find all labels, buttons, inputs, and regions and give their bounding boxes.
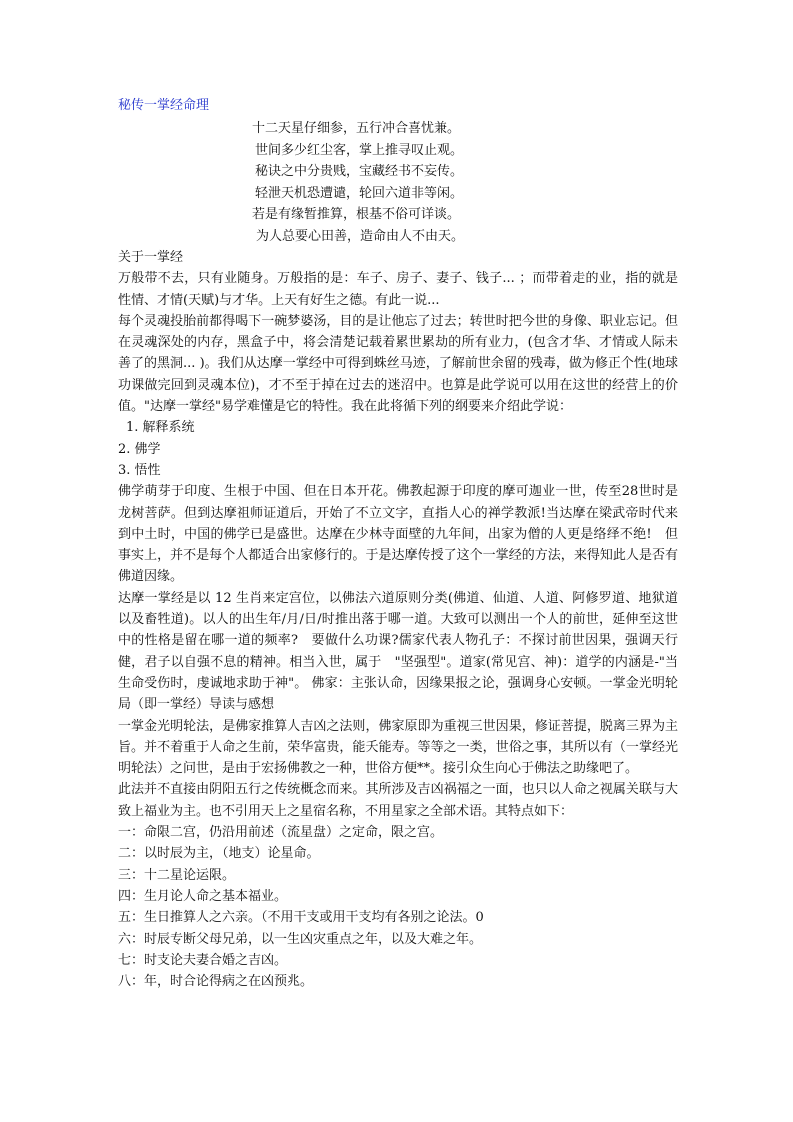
poem-line: 世间多少红尘客，掌上推寻叹止观。 (255, 142, 464, 158)
list-item: 七：时支论夫妻合婚之吉凶。 (118, 952, 288, 968)
paragraph: 万般带不去，只有业随身。万般指的是：车子、房子、妻子、钱子... ；而带着走的业，指的就是性情、才情(天赋)与才华。上天有好生之德。有此一说... (118, 271, 678, 308)
list-item: 一：命限二宫，仍沿用前述（流星盘）之定命，限之宫。 (118, 825, 444, 841)
list-item: 四：生月论人命之基本福业。 (118, 888, 288, 904)
section-heading: 关于一掌经 (118, 250, 184, 265)
list-item: 六：时辰专断父母兄弟，以一生凶灾重点之年，以及大难之年。 (118, 931, 483, 947)
list-item: 二：以时辰为主，（地支）论星命。 (118, 846, 320, 862)
poem-line: 秘诀之中分贵贱，宝藏经书不妄传。 (255, 164, 464, 179)
list-item: 2. 佛学 (118, 441, 161, 457)
paragraph: 此法并不直接由阴阳五行之传统概念而来。其所涉及吉凶祸福之一面，也只以人命之视属关联与大致上福业为主。也不引用天上之星宿名称，不用星家之全部术语。其特点如下： (118, 782, 678, 819)
poem-line: 十二天星仔细参，五行冲合喜忧兼。 (252, 121, 461, 136)
list-item: 五：生日推算人之六亲。（不用干支或用干支均有各别之论法。0 (118, 910, 484, 926)
paragraph: 佛学萌芽于印度、生根于中国、但在日本开花。佛教起源于印度的摩可迦业一世，传至28世时是龙树菩萨。但到达摩祖师证道后，开始了不立文字，直指人心的禅学教派!当达摩在梁武帝时代来到中土时，中国的佛学已是盛世。达摩在少林寺面壁的九年间，出家为僧的人更是络绎不绝! 但事实上，并不是每个人都适合出家修行的。于是达摩传授了这个一掌经的方法，来得知此人是否有佛道因缘。 (118, 484, 678, 585)
poem-line: 为人总要心田善，造命由人不由天。 (256, 228, 465, 244)
list-item: 三：十二星论运限。 (118, 867, 236, 883)
list-item: 1. 解释系统 (126, 420, 195, 436)
list-item: 3. 悟性 (118, 462, 161, 478)
poem-block (252, 118, 678, 247)
paragraph: 达摩一掌经是以 12 生肖来定宫位，以佛法六道原则分类(佛道、仙道、人道、阿修罗道、地狱道以及畜牲道)。以人的出生年/月/日/时推出落于哪一道。大致可以测出一个人的前世，延伸至这世中的性格是留在哪一道的频率? 要做什么功课?儒家代表人物孔子：不探讨前世因果，强调天行健，君子以自强不息的精神。相当入世，属于 "坚强型"。道家(常见宫、神)：道学的内涵是-"当生命受伤时，虔诚地求助于神"。 佛家：主张认命，因缘果报之论，强调身心安顿。一掌金光明轮局（即一掌经）导读与感想 (118, 590, 678, 713)
document-title: 秘传一掌经命理 (118, 98, 210, 113)
document-page (118, 96, 678, 992)
poem-line: 若是有缘暂推算，根基不俗可详谈。 (252, 207, 461, 222)
paragraph: 一掌金光明轮法，是佛家推算人吉凶之法则，佛家原即为重视三世因果，修证菩提，脱离三界为主旨。并不着重于人命之生前，荣华富贵，能夭能寿。等等之一类，世俗之事，其所以有（一掌经光明轮法）之问世，是由于宏扬佛教之一种，世俗方便**。接引众生向心于佛法之助缘吧了。 (118, 718, 678, 777)
paragraph: 每个灵魂投胎前都得喝下一碗梦婆汤，目的是让他忘了过去；转世时把今世的身像、职业忘记。但在灵魂深处的内存，黑盒子中，将会清楚记载着累世累劫的所有业力，(包含才华、才情或人际未善了的黑洞... )。我们从达摩一掌经中可得到蛛丝马迹，了解前世余留的残毒，做为修正个性(地球功课做完回到灵魂本位)，才不至于掉在过去的迷沼中。也算是此学说可以用在这世的经营上的价值。"达摩一掌经"易学难懂是它的特性。我在此将循下列的纲要来介绍此学说： (118, 313, 678, 415)
list-item: 八：年，时合论得病之在凶预兆。 (118, 974, 314, 990)
document-body (118, 247, 678, 992)
poem-line: 轻泄天机恐遭谴，轮回六道非等闲。 (255, 185, 464, 201)
